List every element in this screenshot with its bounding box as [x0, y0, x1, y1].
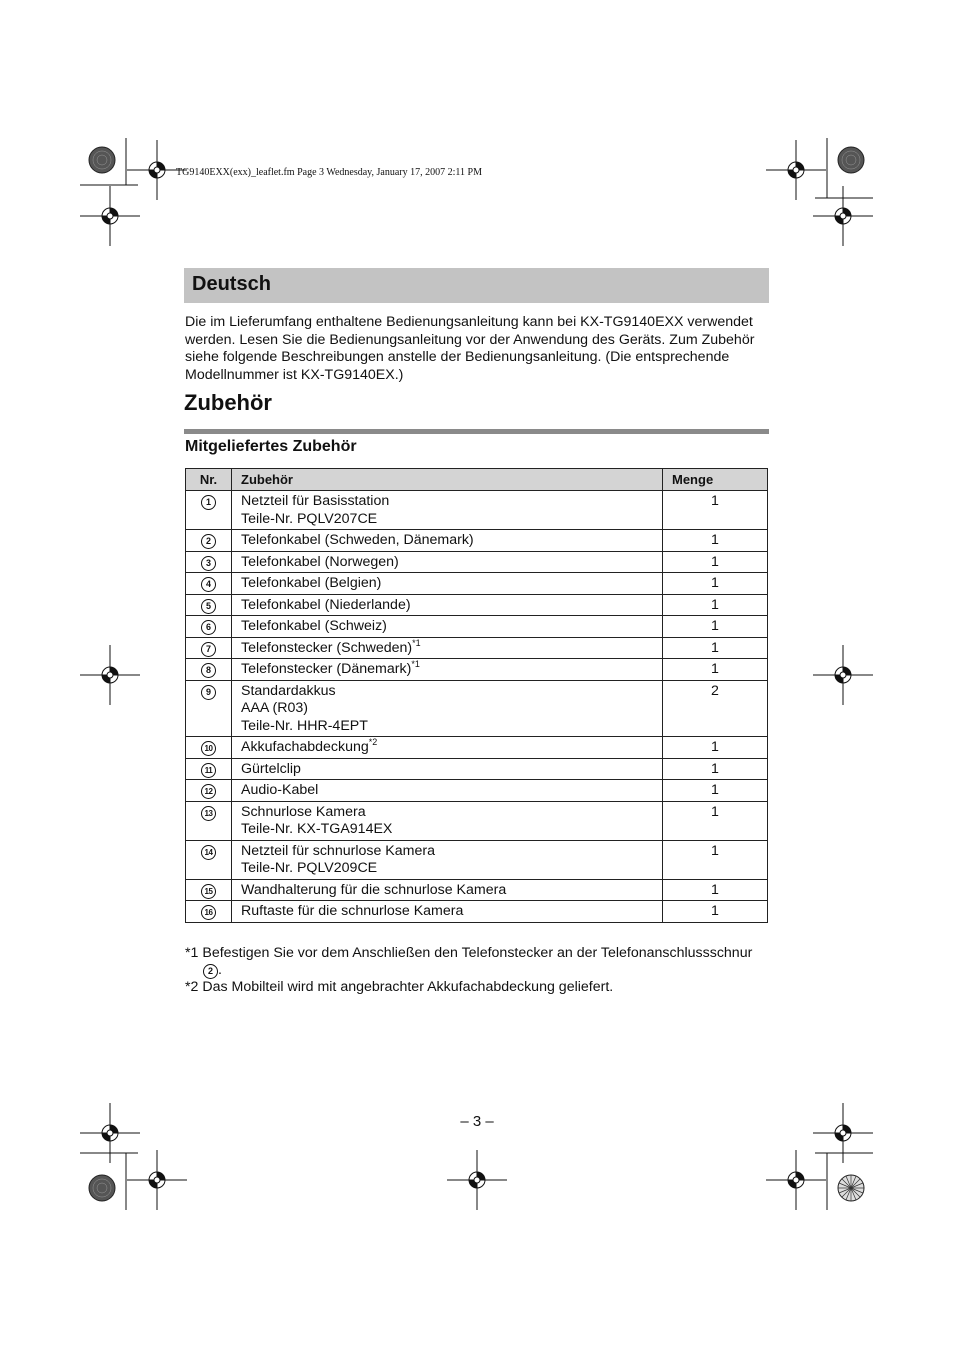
table-header-row [186, 469, 768, 491]
footnote-1-text: *1 Befestigen Sie vor dem Anschließen den Telefonstecker an der Telefonanschlussschnur [185, 945, 753, 961]
item-line [241, 860, 662, 878]
quantity-cell: 1 [663, 879, 768, 901]
circled-number: 2 [201, 534, 216, 549]
circled-number: 4 [201, 577, 216, 592]
item-text: Teile-Nr. HHR-4EPT [241, 717, 368, 734]
table-row [186, 780, 768, 802]
item-line [241, 554, 662, 572]
circled-number: 1 [201, 495, 216, 510]
item-cell [232, 840, 663, 879]
item-text: Audio-Kabel [241, 782, 319, 798]
file-slug: TG9140EXX(exx)_leaflet.fm Page 3 Wednesday, January 17, 2007 2:11 PM [176, 167, 482, 178]
row-number-cell [186, 801, 232, 840]
table-row [186, 901, 768, 923]
table-row [186, 879, 768, 901]
item-text: Teile-Nr. PQLV207CE [241, 510, 378, 527]
row-number-cell [186, 491, 232, 530]
footnote-1 [185, 945, 775, 979]
quantity-cell: 1 [663, 659, 768, 681]
item-cell [232, 573, 663, 595]
item-cell [232, 758, 663, 780]
quantity-cell: 1 [663, 491, 768, 530]
item-cell [232, 594, 663, 616]
item-line [241, 661, 662, 679]
row-number-cell [186, 573, 232, 595]
item-text: Standardakkus [241, 682, 336, 699]
item-cell [232, 659, 663, 681]
quantity-cell: 1 [663, 530, 768, 552]
circled-number: 3 [201, 556, 216, 571]
quantity-cell: 2 [663, 680, 768, 737]
item-line [241, 618, 662, 636]
item-line [241, 903, 662, 921]
row-number-cell [186, 780, 232, 802]
page-number: – 3 – [460, 1113, 494, 1130]
item-line [241, 718, 662, 736]
item-line [241, 532, 662, 550]
page-heading: Zubehör [184, 390, 272, 415]
table-row [186, 801, 768, 840]
footnote-marker: *2 [368, 737, 378, 747]
row-number-cell [186, 680, 232, 737]
circled-number: 13 [201, 806, 216, 821]
footnote-2: *2 Das Mobilteil wird mit angebrachter Akkufachabdeckung geliefert. [185, 978, 614, 995]
item-cell [232, 780, 663, 802]
quantity-cell: 1 [663, 780, 768, 802]
item-line [241, 843, 662, 861]
table-row [186, 616, 768, 638]
quantity-cell: 1 [663, 637, 768, 659]
item-text: Akkufachabdeckung [241, 739, 369, 755]
circled-number: 14 [201, 845, 216, 860]
item-cell [232, 737, 663, 759]
item-cell [232, 680, 663, 737]
table-row [186, 491, 768, 530]
quantity-cell: 1 [663, 616, 768, 638]
item-line [241, 882, 662, 900]
item-cell [232, 530, 663, 552]
item-text: AAA (R03) [241, 700, 309, 716]
circled-number: 15 [201, 884, 216, 899]
item-line [241, 575, 662, 593]
item-line [241, 821, 662, 839]
table-row [186, 659, 768, 681]
col-header-qty: Menge [663, 469, 768, 491]
item-text: Telefonkabel (Norwegen) [241, 553, 399, 570]
col-header-item: Zubehör [232, 469, 663, 491]
item-text: Teile-Nr. PQLV209CE [241, 860, 378, 876]
circled-number: 9 [201, 685, 216, 700]
table-row [186, 680, 768, 737]
section-title: Deutsch [192, 273, 271, 295]
circled-number: 16 [201, 905, 216, 920]
row-number-cell [186, 758, 232, 780]
table-row [186, 840, 768, 879]
table-row [186, 594, 768, 616]
item-cell [232, 801, 663, 840]
footnote-marker: *1 [411, 659, 420, 669]
item-line [241, 637, 662, 658]
footnote-marker: *1 [412, 637, 421, 648]
table-row [186, 573, 768, 595]
item-cell [232, 551, 663, 573]
item-line [241, 739, 662, 757]
item-cell [232, 491, 663, 530]
row-number-cell [186, 737, 232, 759]
quantity-cell: 1 [663, 551, 768, 573]
item-line [241, 700, 662, 718]
row-number-cell [186, 840, 232, 879]
row-number-cell [186, 879, 232, 901]
table-row [186, 737, 768, 759]
item-line [241, 493, 662, 511]
section-bar [184, 268, 769, 303]
quantity-cell: 1 [663, 594, 768, 616]
item-text: Telefonstecker (Schweden) [241, 639, 413, 656]
item-line [241, 782, 662, 800]
item-text: Telefonkabel (Schweden, Dänemark) [241, 532, 474, 548]
quantity-cell: 1 [663, 573, 768, 595]
circled-number: 10 [201, 741, 216, 756]
row-number-cell [186, 616, 232, 638]
col-header-nr: Nr. [186, 469, 232, 491]
item-text: Wandhalterung für die schnurlose Kamera [241, 881, 507, 898]
row-number-cell [186, 659, 232, 681]
item-cell [232, 616, 663, 638]
item-cell [232, 901, 663, 923]
circled-number: 8 [201, 663, 216, 678]
row-number-cell [186, 551, 232, 573]
table-row [186, 530, 768, 552]
item-line [241, 761, 662, 779]
item-line [241, 683, 662, 701]
circled-number: 6 [201, 620, 216, 635]
item-line [241, 804, 662, 822]
table-body [186, 491, 768, 923]
item-text: Telefonkabel (Niederlande) [241, 596, 411, 613]
circled-number: 5 [201, 599, 216, 614]
item-text: Telefonstecker (Dänemark) [241, 661, 412, 677]
table-row [186, 637, 768, 659]
item-text: Schnurlose Kamera [241, 803, 366, 820]
item-line [241, 511, 662, 529]
row-number-cell [186, 530, 232, 552]
table-row [186, 551, 768, 573]
table-row [186, 758, 768, 780]
row-number-cell [186, 637, 232, 659]
quantity-cell: 1 [663, 758, 768, 780]
quantity-cell: 1 [663, 737, 768, 759]
circled-number: 11 [201, 763, 216, 778]
item-text: Netzteil für schnurlose Kamera [241, 842, 435, 859]
row-number-cell [186, 594, 232, 616]
item-text: Telefonkabel (Schweiz) [241, 618, 387, 634]
item-text: Netzteil für Basisstation [241, 493, 390, 509]
footnotes [185, 945, 775, 995]
quantity-cell: 1 [663, 901, 768, 923]
heading-rule [184, 429, 769, 434]
item-text: Teile-Nr. KX-TGA914EX [241, 821, 393, 837]
item-line [241, 597, 662, 615]
footnote-1-ref: 2 [203, 964, 218, 979]
item-cell [232, 637, 663, 659]
item-text: Ruftaste für die schnurlose Kamera [241, 903, 464, 919]
quantity-cell: 1 [663, 801, 768, 840]
intro-paragraph: Die im Lieferumfang enthaltene Bedienungsanleitung kann bei KX-TG9140EXX verwendet werden. Lesen Sie die Bedienungsanleitung vor der Anwendung des Geräts. Zum Zubehör siehe folgende Beschreibungen anstelle der Bedienungsanleitung. (Die entsprechende Modellnummer ist KX-TG9140EX.) [185, 314, 755, 383]
item-text: Telefonkabel (Belgien) [241, 575, 382, 591]
item-cell [232, 879, 663, 901]
subheading: Mitgeliefertes Zubehör [185, 438, 357, 455]
circled-number: 7 [201, 642, 216, 657]
row-number-cell [186, 901, 232, 923]
quantity-cell: 1 [663, 840, 768, 879]
item-text: Gürtelclip [241, 760, 301, 777]
circled-number: 12 [201, 784, 216, 799]
footnote-1-end: . [218, 961, 222, 978]
accessory-table [185, 468, 768, 923]
